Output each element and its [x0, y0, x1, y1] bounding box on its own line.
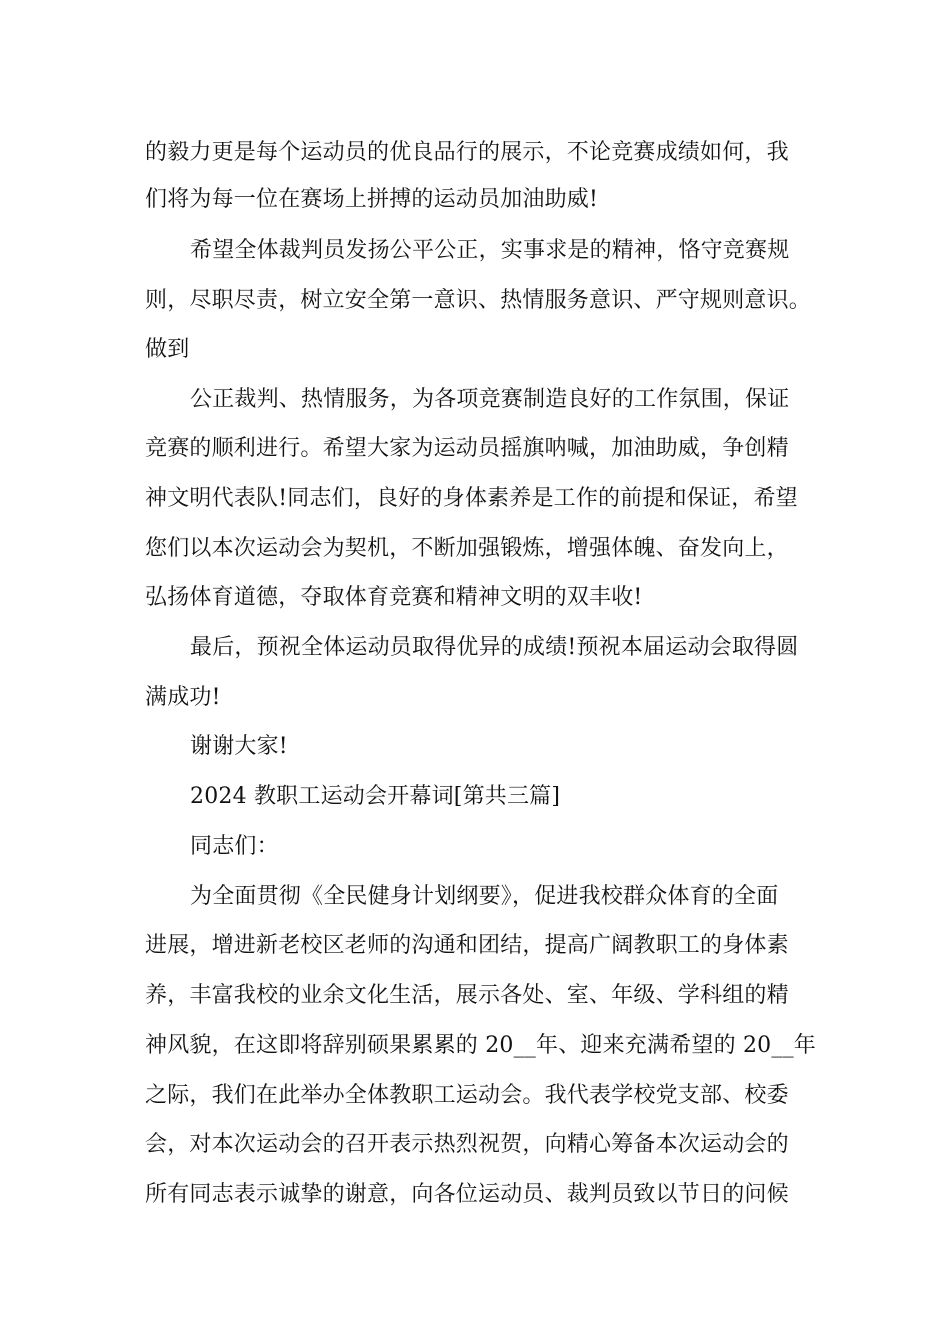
text-line: 会，对本次运动会的召开表示热烈祝贺，向精心筹备本次运动会的	[145, 1132, 789, 1157]
text-line: 所有同志表示诚挚的谢意，向各位运动员、裁判员致以节日的问候	[145, 1182, 789, 1207]
text-line: 则，尽职尽责，树立安全第一意识、热情服务意识、严守规则意识。	[145, 288, 812, 313]
text-line: 为全面贯彻《全民健身计划纲要》，促进我校群众体育的全面	[190, 884, 779, 909]
text-line: 养，丰富我校的业余文化生活，展示各处、室、年级、学科组的精	[145, 983, 789, 1008]
text-line: 您们以本次运动会为契机，不断加强锻炼，增强体魄、奋发向上，	[145, 536, 789, 561]
section-title: 2024 教职工运动会开幕词[第共三篇]	[190, 784, 561, 809]
text-line: 们将为每一位在赛场上拼搏的运动员加油助威!	[145, 187, 599, 212]
text-line: 做到	[145, 337, 190, 362]
text-line: 竞赛的顺利进行。希望大家为运动员摇旗呐喊，加油助威，争创精	[145, 436, 789, 461]
text-line: 同志们：	[190, 834, 279, 859]
text-line: 谢谢大家!	[190, 734, 288, 759]
text-line: 公正裁判、热情服务，为各项竞赛制造良好的工作氛围，保证	[190, 387, 790, 412]
text-line: 进展，增进新老校区老师的沟通和团结，提高广阔教职工的身体素	[145, 933, 789, 958]
text-line: 的毅力更是每个运动员的优良品行的展示，不论竞赛成绩如何，我	[145, 140, 789, 165]
text-line: 神风貌，在这即将辞别硕果累累的 20__年、迎来充满希望的 20__年	[145, 1033, 816, 1058]
text-line: 希望全体裁判员发扬公平公正，实事求是的精神，恪守竞赛规	[190, 238, 790, 263]
text-line: 弘扬体育道德，夺取体育竞赛和精神文明的双丰收!	[145, 585, 643, 610]
text-line: 之际，我们在此举办全体教职工运动会。我代表学校党支部、校委	[145, 1083, 789, 1108]
text-line: 满成功!	[145, 685, 221, 710]
text-line: 神文明代表队!同志们，良好的身体素养是工作的前提和保证，希望	[145, 486, 798, 511]
text-line: 最后，预祝全体运动员取得优异的成绩!预祝本届运动会取得圆	[190, 635, 799, 660]
